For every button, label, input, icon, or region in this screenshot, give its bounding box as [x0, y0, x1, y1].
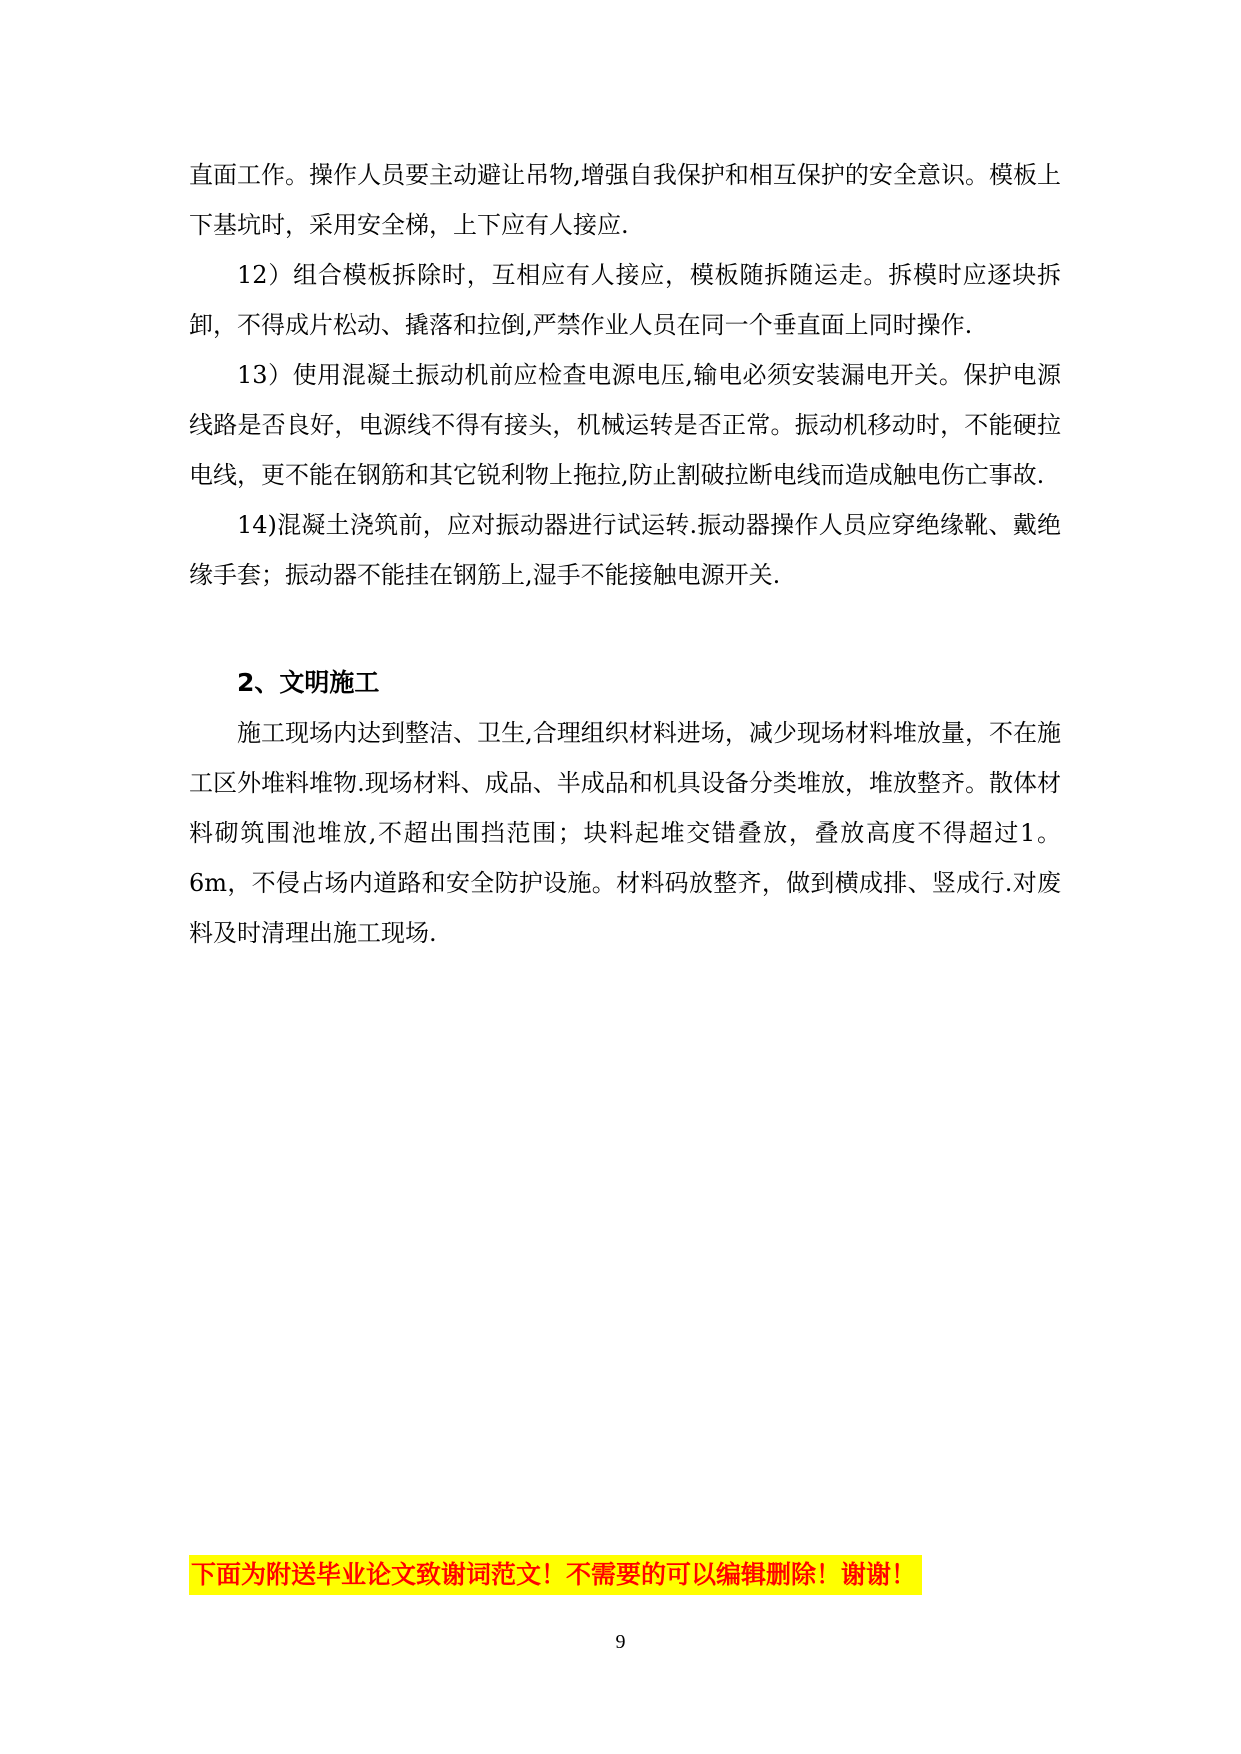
paragraph-civilized-construction: 施工现场内达到整洁、卫生,合理组织材料进场，减少现场材料堆放量，不在施工区外堆料堆物.现场材料、成品、半成品和机具设备分类堆放，堆放整齐。散体材料砌筑围池堆放,不超出围挡范围；块料起堆交错叠放，叠放高度不得超过1。6m，不侵占场内道路和安全防护设施。材料码放整齐，做到横成排、竖成行.对废料及时清理出施工现场.	[189, 719, 1061, 947]
highlighted-notice: 下面为附送毕业论文致谢词范文！不需要的可以编辑删除！谢谢！	[189, 1555, 922, 1595]
page-number: 9	[615, 1631, 626, 1653]
paragraph-item-12: 12）组合模板拆除时，互相应有人接应，模板随拆随运走。拆模时应逐块拆卸，不得成片松动、撬落和拉倒,严禁作业人员在同一个垂直面上同时操作.	[189, 261, 1061, 339]
body-bottom	[189, 708, 1061, 958]
paragraph-item-14: 14)混凝土浇筑前，应对振动器进行试运转.振动器操作人员应穿绝缘靴、戴绝缘手套；振动器不能挂在钢筋上,湿手不能接触电源开关.	[189, 511, 1061, 589]
section-heading: 2、文明施工	[237, 668, 380, 697]
body-top	[189, 150, 1061, 600]
paragraph-item-13: 13）使用混凝土振动机前应检查电源电压,输电必须安装漏电开关。保护电源线路是否良好，电源线不得有接头，机械运转是否正常。振动机移动时，不能硬拉电线，更不能在钢筋和其它锐利物上拖拉,防止割破拉断电线而造成触电伤亡事故.	[189, 361, 1061, 489]
paragraph-continuation: 直面工作。操作人员要主动避让吊物,增强自我保护和相互保护的安全意识。模板上下基坑时，采用安全梯，上下应有人接应.	[189, 161, 1061, 239]
